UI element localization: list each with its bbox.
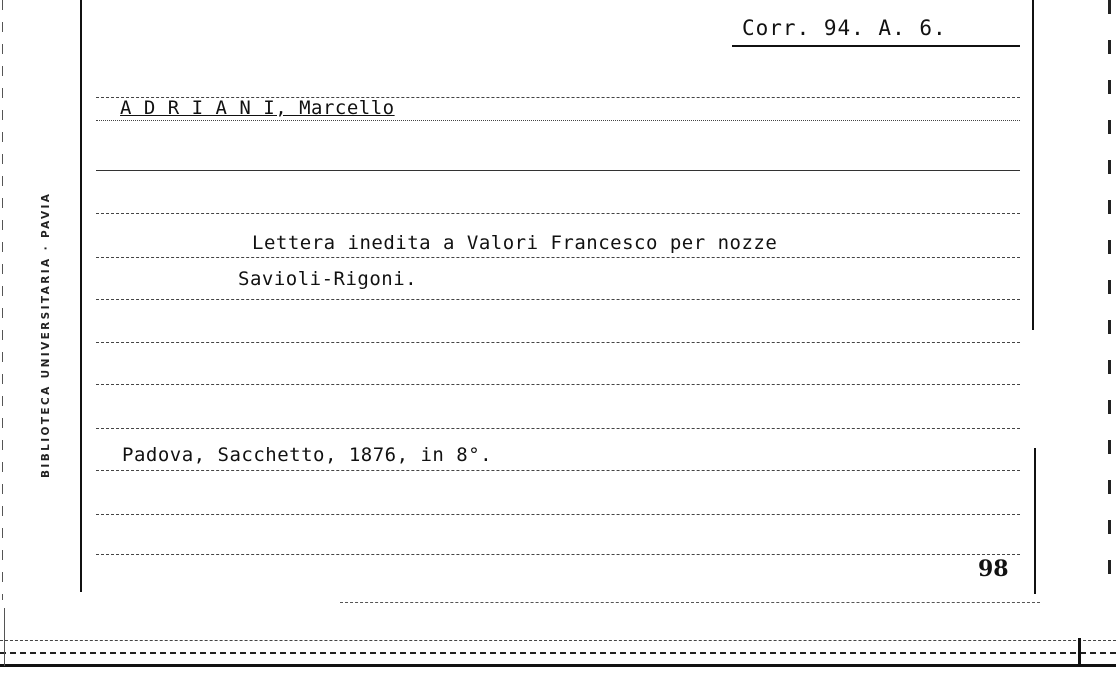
strip-line [340, 602, 1040, 603]
strip-line [0, 652, 1116, 654]
ruled-line [96, 428, 1020, 429]
left-margin-line [80, 0, 82, 592]
imprint: Padova, Sacchetto, 1876, in 8°. [122, 444, 493, 466]
ruled-line [96, 514, 1020, 515]
author-heading: A D R I A N I, Marcello [120, 97, 395, 119]
card-bottom-edge [0, 604, 1116, 676]
ruled-line [96, 554, 1020, 555]
strip-line [0, 640, 1116, 641]
ruled-line [96, 213, 1020, 214]
ruled-line [96, 120, 1020, 121]
shelfmark-underline [732, 45, 1020, 47]
ruled-line [96, 342, 1020, 343]
ruled-line [96, 470, 1020, 471]
shelfmark: Corr. 94. A. 6. [742, 16, 947, 40]
right-margin-line [1032, 0, 1034, 330]
strip-left-edge [4, 608, 5, 666]
title-line-2: Savioli-Rigoni. [238, 268, 418, 290]
ruled-line [96, 384, 1020, 385]
ruled-line [96, 299, 1020, 300]
card-number: 98 [978, 556, 1009, 582]
ruled-line [96, 257, 1020, 258]
strip-right-tick [1078, 638, 1081, 666]
title-line-1: Lettera inedita a Valori Francesco per nozze [252, 232, 778, 254]
library-stamp: BIBLIOTECA UNIVERSITARIA · PAVIA [40, 191, 52, 478]
ruled-line [96, 170, 1020, 171]
right-edge-marks [1108, 0, 1111, 600]
right-margin-line-lower [1034, 448, 1036, 594]
left-edge-dashes [2, 0, 3, 600]
strip-line [0, 664, 1116, 667]
